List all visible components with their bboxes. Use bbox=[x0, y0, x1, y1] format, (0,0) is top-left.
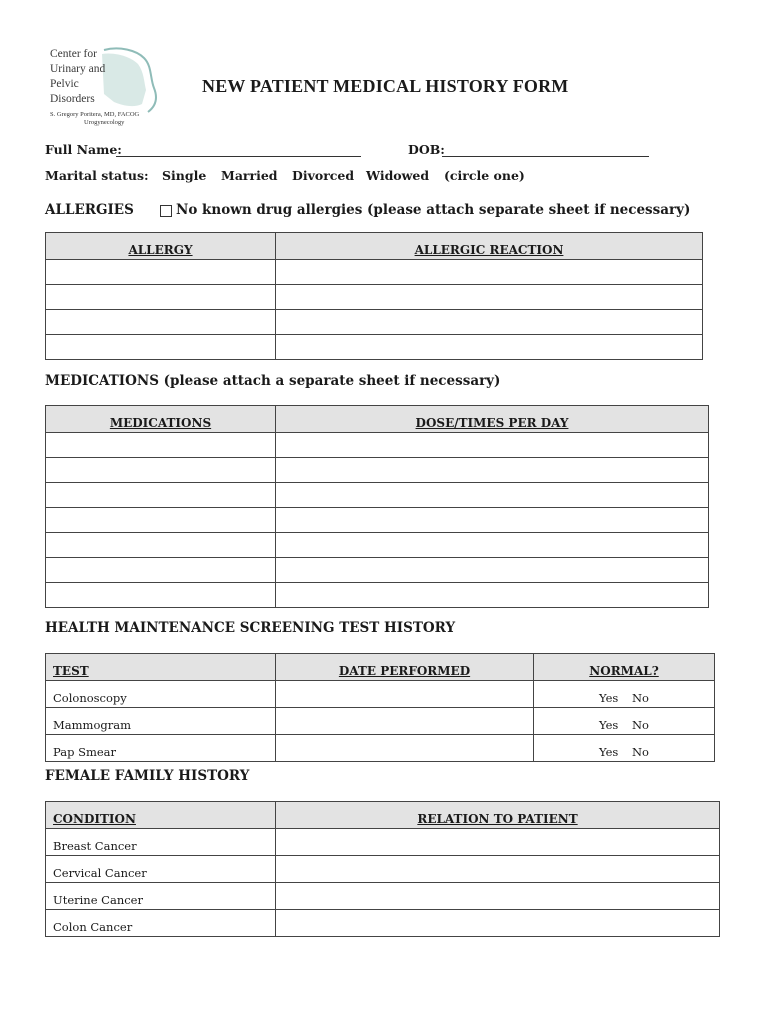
family-history-heading: FEMALE FAMILY HISTORY bbox=[45, 768, 250, 784]
allergies-heading: ALLERGIES bbox=[45, 202, 134, 218]
no-allergies-checkbox[interactable] bbox=[160, 205, 172, 217]
column-header: MEDICATIONS bbox=[46, 406, 276, 433]
dose-cell[interactable] bbox=[276, 458, 709, 483]
date-performed-cell[interactable] bbox=[276, 708, 534, 735]
condition-name: Cervical Cancer bbox=[46, 856, 276, 883]
table-row bbox=[46, 483, 709, 508]
normal-yes-no[interactable]: Yes No bbox=[534, 735, 715, 762]
column-header: ALLERGIC REACTION bbox=[276, 233, 703, 260]
condition-name: Uterine Cancer bbox=[46, 883, 276, 910]
family-history-table bbox=[45, 801, 720, 937]
table-row bbox=[46, 433, 709, 458]
marital-note: (circle one) bbox=[444, 168, 525, 183]
table-row bbox=[46, 735, 715, 762]
dose-cell[interactable] bbox=[276, 558, 709, 583]
medication-cell[interactable] bbox=[46, 558, 276, 583]
date-performed-cell[interactable] bbox=[276, 681, 534, 708]
column-header: DATE PERFORMED bbox=[276, 654, 534, 681]
table-row bbox=[46, 335, 703, 360]
column-header: CONDITION bbox=[46, 802, 276, 829]
medication-cell[interactable] bbox=[46, 583, 276, 608]
test-name: Colonoscopy bbox=[46, 681, 276, 708]
logo-specialty: Urogynecology bbox=[84, 119, 125, 126]
screening-heading: HEALTH MAINTENANCE SCREENING TEST HISTORY bbox=[45, 620, 456, 636]
column-header: ALLERGY bbox=[46, 233, 276, 260]
table-header-row bbox=[46, 406, 709, 433]
test-name: Pap Smear bbox=[46, 735, 276, 762]
logo-line: Disorders bbox=[50, 93, 95, 105]
dob-field[interactable] bbox=[442, 156, 649, 157]
column-header: RELATION TO PATIENT bbox=[276, 802, 720, 829]
table-row bbox=[46, 829, 720, 856]
date-performed-cell[interactable] bbox=[276, 735, 534, 762]
clinic-logo bbox=[44, 44, 164, 128]
reaction-cell[interactable] bbox=[276, 260, 703, 285]
allergy-cell[interactable] bbox=[46, 335, 276, 360]
allergy-cell[interactable] bbox=[46, 285, 276, 310]
table-row bbox=[46, 558, 709, 583]
table-header-row bbox=[46, 802, 720, 829]
dose-cell[interactable] bbox=[276, 433, 709, 458]
table-row bbox=[46, 910, 720, 937]
full-name-label: Full Name: bbox=[45, 142, 122, 157]
table-row bbox=[46, 883, 720, 910]
table-row bbox=[46, 285, 703, 310]
logo-doctor: S. Gregory Poritera, MD, FACOG bbox=[50, 111, 140, 118]
medications-heading: MEDICATIONS (please attach a separate sheet if necessary) bbox=[45, 373, 501, 389]
form-title: NEW PATIENT MEDICAL HISTORY FORM bbox=[202, 76, 569, 96]
table-row bbox=[46, 508, 709, 533]
dose-cell[interactable] bbox=[276, 533, 709, 558]
column-header: TEST bbox=[46, 654, 276, 681]
no-allergies-label: No known drug allergies (please attach separate sheet if necessary) bbox=[176, 202, 691, 218]
marital-option-married[interactable]: Married bbox=[221, 168, 278, 183]
condition-name: Colon Cancer bbox=[46, 910, 276, 937]
reaction-cell[interactable] bbox=[276, 285, 703, 310]
medication-cell[interactable] bbox=[46, 508, 276, 533]
marital-option-single[interactable]: Single bbox=[162, 168, 207, 183]
allergy-table bbox=[45, 232, 703, 360]
logo-line: Center for bbox=[50, 48, 97, 60]
dose-cell[interactable] bbox=[276, 583, 709, 608]
allergy-cell[interactable] bbox=[46, 260, 276, 285]
table-row bbox=[46, 583, 709, 608]
reaction-cell[interactable] bbox=[276, 310, 703, 335]
dose-cell[interactable] bbox=[276, 508, 709, 533]
logo-line: Pelvic bbox=[50, 78, 79, 90]
medication-cell[interactable] bbox=[46, 433, 276, 458]
condition-name: Breast Cancer bbox=[46, 829, 276, 856]
relation-cell[interactable] bbox=[276, 910, 720, 937]
reaction-cell[interactable] bbox=[276, 335, 703, 360]
medication-cell[interactable] bbox=[46, 458, 276, 483]
test-name: Mammogram bbox=[46, 708, 276, 735]
marital-option-widowed[interactable]: Widowed bbox=[366, 168, 430, 183]
medications-table bbox=[45, 405, 709, 608]
table-row bbox=[46, 260, 703, 285]
table-row bbox=[46, 681, 715, 708]
column-header: DOSE/TIMES PER DAY bbox=[276, 406, 709, 433]
table-row bbox=[46, 310, 703, 335]
medication-cell[interactable] bbox=[46, 483, 276, 508]
marital-option-divorced[interactable]: Divorced bbox=[292, 168, 355, 183]
full-name-field[interactable] bbox=[116, 156, 361, 157]
dose-cell[interactable] bbox=[276, 483, 709, 508]
table-row bbox=[46, 708, 715, 735]
screening-table bbox=[45, 653, 715, 762]
table-row bbox=[46, 856, 720, 883]
relation-cell[interactable] bbox=[276, 883, 720, 910]
relation-cell[interactable] bbox=[276, 856, 720, 883]
medication-cell[interactable] bbox=[46, 533, 276, 558]
column-header: NORMAL? bbox=[534, 654, 715, 681]
table-header-row bbox=[46, 654, 715, 681]
normal-yes-no[interactable]: Yes No bbox=[534, 681, 715, 708]
table-row bbox=[46, 533, 709, 558]
table-header-row bbox=[46, 233, 703, 260]
dob-label: DOB: bbox=[408, 142, 445, 157]
marital-status-label: Marital status: bbox=[45, 168, 149, 183]
logo-line: Urinary and bbox=[50, 63, 106, 75]
allergy-cell[interactable] bbox=[46, 310, 276, 335]
relation-cell[interactable] bbox=[276, 829, 720, 856]
normal-yes-no[interactable]: Yes No bbox=[534, 708, 715, 735]
table-row bbox=[46, 458, 709, 483]
